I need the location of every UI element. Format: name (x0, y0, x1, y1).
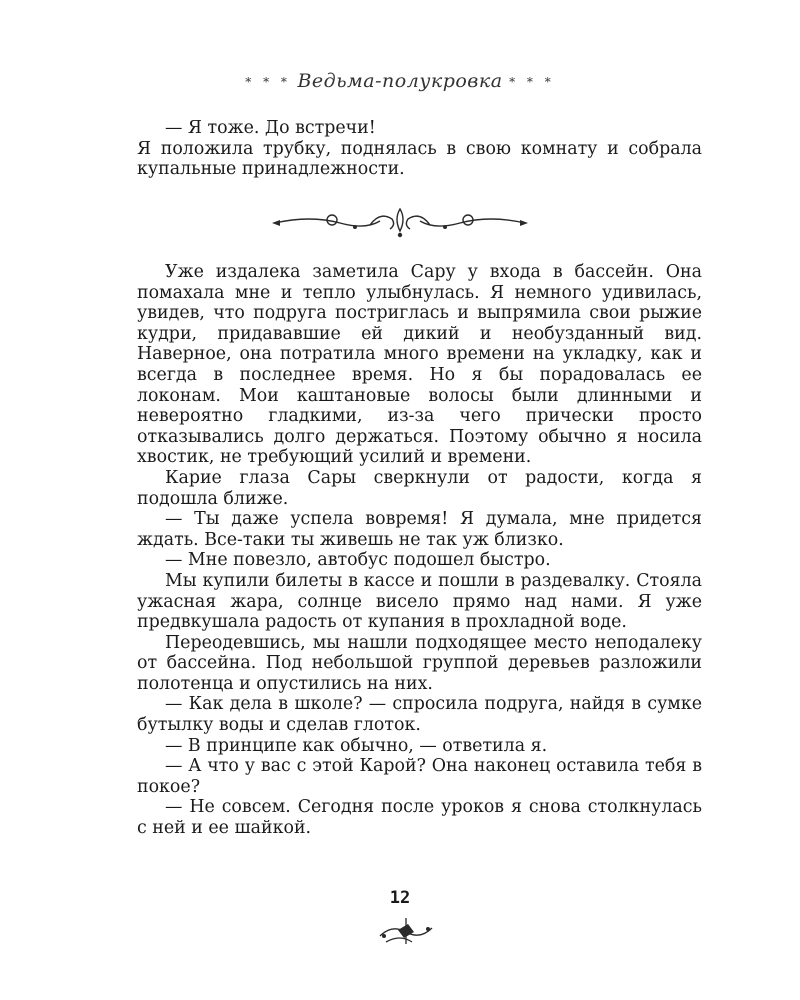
paragraph: — А что у вас с этой Карой? Она наконец оставила тебя в покое? (137, 756, 702, 797)
paragraph: — Я тоже. До встречи! (165, 118, 376, 138)
header-stars-right: * * * (509, 75, 555, 89)
paragraph: Карие глаза Сары сверкнули от радости, когда я подошла ближе. (137, 467, 702, 509)
paragraph: Переодевшись, мы нашли подходящее место неподалеку от бассейна. Под небольшой группой деревьев разложили полотенца и опустились на них. (137, 632, 702, 694)
paragraph: — Мне повезло, автобус подошел быстро. (165, 550, 551, 571)
paragraph: — Ты даже успела вовремя! Я думала, мне придется ждать. Все-таки ты живешь не так уж близко. (137, 509, 702, 550)
main-text (137, 262, 702, 839)
paragraph: — В принципе как обычно, — ответила я. (165, 735, 548, 756)
intro-text (137, 118, 702, 180)
page-number: 12 (389, 888, 411, 908)
book-title: Ведьма-полукровка (297, 70, 503, 92)
page-flourish-ornament-icon (376, 914, 436, 950)
paragraph: — Как дела в школе? — спросила подруга, найдя в сумке бутылку воды и сделав глоток. (137, 694, 702, 736)
paragraph: — Не совсем. Сегодня после уроков я снова столкнулась с ней и ее шайкой. (137, 797, 702, 839)
section-divider-ornament-icon (270, 203, 530, 243)
paragraph: Уже издалека заметила Сару у входа в бассейн. Она помахала мне и тепло улыбнулась. Я немного удивилась, увидев, что подруга постриглась и выпрямила свои рыжие кудри, придававшие ей дикий и необузданный вид. Наверное, она потратила много времени на укладку, как и всегда в последнее время. Но я бы порадовалась ее локонам. Мои каштановые волосы были длинными и невероятно гладкими, из-за чего прически просто отказывались долго держаться. Поэтому обычно я носила хвостик, не требующий усилий и времени. (137, 262, 702, 468)
header-stars-left: * * * (245, 75, 291, 89)
paragraph: Мы купили билеты в кассе и пошли в раздевалку. Стояла ужасная жара, солнце висело прямо над нами. Я уже предвкушала радость от купания в прохладной воде. (137, 570, 702, 633)
running-header (0, 70, 800, 92)
paragraph: Я положила трубку, поднялась в свою комнату и собрала купальные принадлежности. (137, 138, 702, 180)
